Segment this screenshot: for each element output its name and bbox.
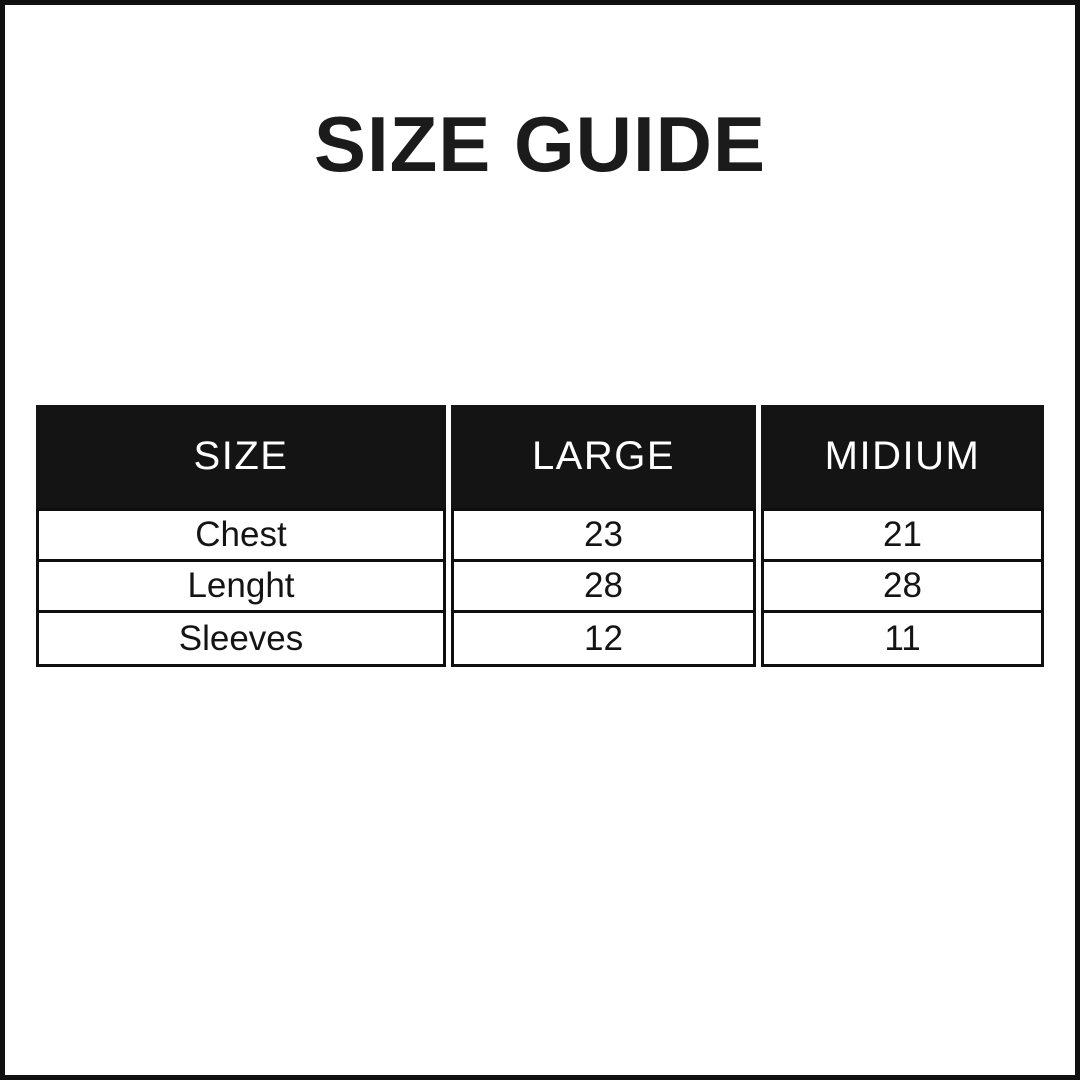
cell-size-sleeves: Sleeves bbox=[39, 613, 443, 664]
cell-size-lenght: Lenght bbox=[39, 562, 443, 613]
column-body-medium bbox=[761, 508, 1044, 667]
table-column-medium bbox=[761, 405, 1044, 667]
cell-large-lenght: 28 bbox=[454, 562, 753, 613]
cell-large-chest: 23 bbox=[454, 511, 753, 562]
table-column-size bbox=[36, 405, 446, 667]
size-guide-table bbox=[36, 405, 1044, 667]
cell-large-sleeves: 12 bbox=[454, 613, 753, 664]
page-title: SIZE GUIDE bbox=[313, 100, 767, 188]
cell-medium-sleeves: 11 bbox=[764, 613, 1041, 664]
cell-medium-chest: 21 bbox=[764, 511, 1041, 562]
column-header-large: LARGE bbox=[451, 405, 756, 508]
cell-size-chest: Chest bbox=[39, 511, 443, 562]
column-body-size bbox=[36, 508, 446, 667]
column-header-size: SIZE bbox=[36, 405, 446, 508]
cell-medium-lenght: 28 bbox=[764, 562, 1041, 613]
table-column-large bbox=[451, 405, 756, 667]
column-body-large bbox=[451, 508, 756, 667]
column-header-medium: MIDIUM bbox=[761, 405, 1044, 508]
